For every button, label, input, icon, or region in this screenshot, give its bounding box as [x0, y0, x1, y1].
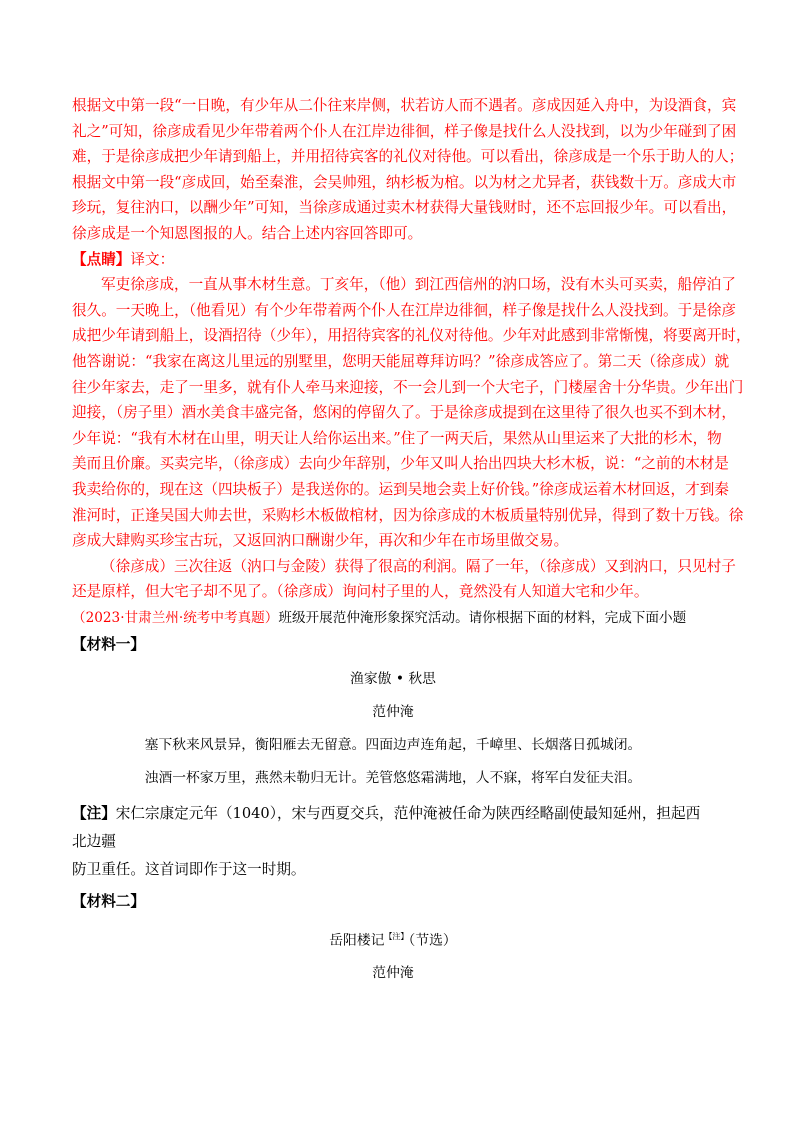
translation-line: 彦成大肆购买珍宝古玩，又返回汭口酬谢少年，再次和少年在市场里做交易。	[72, 532, 569, 550]
source-tag: （2023·甘肃兰州·统考中考真题）	[72, 609, 279, 626]
analysis-line: 徐彦成是一个知恩图报的人。结合上述内容回答即可。	[72, 224, 423, 242]
dianjing-line	[72, 247, 714, 273]
dianjing-text: 译文：	[130, 250, 175, 268]
analysis-line: 根据文中第一段“彦成回，始至秦淮，会吴帅殂，纳杉板为棺。以为材之尤异者，获钱数十万。彦成大市	[72, 173, 737, 191]
question-source	[72, 606, 714, 630]
poem-author: 范仲淹	[372, 703, 414, 720]
translation-line: 往少年家去，走了一里多，就有仆人牵马来迎接，不一会儿到一个大宅子，门楼屋舍十分华贵。少年出门	[72, 378, 744, 396]
note-label: 【注】	[72, 804, 116, 822]
translation-line: 军吏徐彦成，一直从事木材生意。丁亥年，（他）到江西信州的汭口场，没有木头可买卖，船停泊了	[101, 276, 736, 294]
translation-paragraph-2	[72, 554, 736, 605]
question-prompt: 班级开展范仲淹形象探究活动。请你根据下面的材料，完成下面小题	[278, 609, 687, 626]
poem-line: 塞下秋来风景异，衡阳雁去无留意。四面边声连角起，千嶂里、长烟落日孤城闭。	[144, 736, 642, 753]
translation-line: 他答谢说：“我家在离这儿里远的别墅里，您明天能屈尊拜访吗？”徐彦成答应了。第二天（徐彦成）就	[72, 352, 730, 370]
analysis-line: 珍玩，复往汭口，以酬少年”可知，当徐彦成通过卖木材获得大量钱财时，还不忘回报少年。可以看出，	[72, 199, 737, 217]
poem-line: 浊酒一杯家万里，燕然未勒归无计。羌管悠悠霜满地，人不寐，将军白发征夫泪。	[144, 769, 642, 786]
analysis-paragraph	[72, 93, 744, 247]
note-line: 宋仁宗康定元年（1040），宋与西夏交兵，范仲淹被任命为陕西经略副使最知延州，担起西北边疆	[72, 804, 701, 850]
essay-title-note: 【注】	[384, 931, 409, 941]
translation-line: 淮河时，正逢吴国大帅去世，采购杉木板做棺材，因为徐彦成的木板质量特别优异，得到了数十万钱。徐	[72, 506, 744, 524]
essay-author: 范仲淹	[372, 965, 414, 982]
translation-line: 很久。一天晚上，（他看见）有个少年带着两个仆人在江岸边徘徊，样子像是找什么人没找到。于是徐彦	[72, 301, 737, 319]
analysis-line: 难，于是徐彦成把少年请到船上，并用招待宾客的礼仪对待他。可以看出，徐彦成是一个乐于助人的人；	[72, 148, 744, 166]
translation-line: 我卖给你的，现在这（四块板子）是我送你的。运到吴地会卖上好价钱。”徐彦成运着木材回返，才到秦	[72, 480, 729, 498]
translation-line: 迎接，（房子里）酒水美食丰盛完备，悠闲的停留久了。于是徐彦成提到在这里待了很久也买不到木材，	[72, 404, 737, 422]
analysis-line: 礼之”可知，徐彦成看见少年带着两个仆人在江岸边徘徊，样子像是找什么人没找到，以为少年碰到了困	[72, 122, 737, 140]
translation-line: （徐彦成）三次往返（汭口与金陵）获得了很高的利润。隔了一年，（徐彦成）又到汭口，只见村子	[101, 557, 736, 575]
translation-line: 美而且价廉。买卖完毕，（徐彦成）去向少年辞别，少年又叫人抬出四块大杉木板，说：“之前的木材是	[72, 455, 729, 473]
translation-line: 少年说：“我有木材在山里，明天让人给你运出来。”住了一两天后，果然从山里运来了大批的杉木，物	[72, 429, 722, 447]
note-line: 防卫重任。这首词即作于这一时期。	[72, 860, 306, 878]
essay-title	[72, 925, 714, 953]
material1-heading: 【材料一】	[72, 635, 145, 653]
material2-heading: 【材料二】	[72, 892, 145, 910]
material1-note	[72, 800, 714, 884]
poem-title: 渔家傲 • 秋思	[350, 670, 436, 687]
translation-paragraph-1	[72, 272, 751, 554]
translation-line: 还是原样，但大宅子却不见了。（徐彦成）询问村子里的人，竟然没有人知道大宅和少年。	[72, 583, 649, 601]
analysis-line: 根据文中第一段“一日晚，有少年从二仆往来岸侧，状若访人而不遇者。彦成因延入舟中，为设酒食，宾	[72, 97, 737, 114]
essay-title-text: 岳阳楼记	[329, 932, 385, 949]
translation-line: 成把少年请到船上，设酒招待（少年），用招待宾客的礼仪对待他。少年对此感到非常惭愧，将要离开时，	[72, 327, 751, 345]
essay-title-suffix: （节选）	[408, 932, 457, 949]
dianjing-label: 【点睛】	[72, 250, 131, 268]
